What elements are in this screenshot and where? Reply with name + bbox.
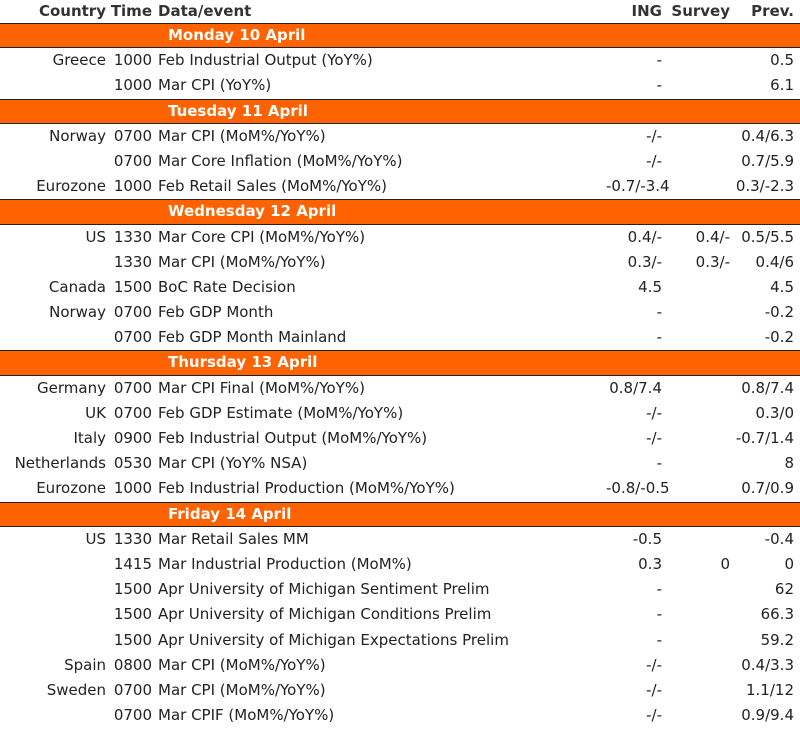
table-row <box>0 325 800 350</box>
cell-time: 1330 <box>113 227 152 246</box>
cell-time: 1330 <box>113 529 152 548</box>
cell-prev: 0.7/5.9 <box>741 151 794 170</box>
table-row <box>0 653 800 678</box>
cell-time: 0800 <box>113 655 152 674</box>
cell-country <box>0 577 110 602</box>
cell-prev: 0.5 <box>770 51 794 70</box>
cell-prev: 0.4/6.3 <box>741 126 794 145</box>
cell-event: Apr University of Michigan Sentiment Prelim <box>158 580 490 599</box>
cell-survey: 0.3/- <box>695 252 730 271</box>
cell-prev: -0.7/1.4 <box>735 429 794 447</box>
header-country: Country <box>38 2 106 20</box>
cell-ing: 0.4/- <box>627 227 662 246</box>
table-row <box>0 48 800 73</box>
cell-event: Feb Industrial Production (MoM%/YoY%) <box>158 479 455 498</box>
cell-country <box>0 149 110 174</box>
cell-event: Apr University of Michigan Expectations Prelim <box>158 630 509 649</box>
cell-prev: 0.4/6 <box>755 252 794 271</box>
day-label: Wednesday 12 April <box>168 202 337 221</box>
cell-country: Norway <box>49 126 106 145</box>
cell-time: 1500 <box>113 277 152 296</box>
cell-survey <box>662 628 730 653</box>
cell-event: Mar CPI (MoM%/YoY%) <box>158 680 326 699</box>
cell-country <box>0 552 110 577</box>
table-row <box>0 476 800 501</box>
cell-event: BoC Rate Decision <box>158 277 296 296</box>
day-label: Friday 14 April <box>168 504 292 523</box>
cell-survey: 0.4/- <box>695 227 730 246</box>
cell-survey <box>662 602 730 627</box>
day-label: Monday 10 April <box>168 26 306 44</box>
cell-ing: -/- <box>646 706 662 725</box>
cell-event: Mar CPIF (MoM%/YoY%) <box>158 706 335 725</box>
day-header-row <box>0 199 800 224</box>
cell-ing: - <box>656 580 662 599</box>
cell-prev: 6.1 <box>770 76 794 95</box>
cell-event: Feb Industrial Output (YoY%) <box>158 51 373 70</box>
header-event: Data/event <box>158 2 252 20</box>
cell-prev: -0.2 <box>764 303 794 322</box>
cell-survey <box>662 48 730 73</box>
cell-event: Feb GDP Estimate (MoM%/YoY%) <box>158 403 404 422</box>
day-header-row <box>0 350 800 375</box>
cell-survey <box>662 149 730 174</box>
cell-time: 1000 <box>113 479 152 498</box>
table-row <box>0 376 800 401</box>
cell-time: 0700 <box>113 328 152 347</box>
cell-event: Mar CPI (MoM%/YoY%) <box>158 126 326 145</box>
cell-survey <box>662 73 730 98</box>
header-survey: Survey <box>671 2 730 20</box>
cell-prev: 0.8/7.4 <box>741 378 794 397</box>
cell-survey <box>662 451 730 476</box>
cell-survey <box>662 426 730 451</box>
cell-prev: -0.4 <box>764 529 794 548</box>
cell-ing: 0.8/7.4 <box>609 378 662 397</box>
cell-ing: - <box>656 51 662 70</box>
cell-survey <box>662 678 730 703</box>
table-row <box>0 703 800 728</box>
cell-event: Mar Retail Sales MM <box>158 529 309 548</box>
cell-time: 0700 <box>113 706 152 725</box>
cell-ing: - <box>656 303 662 322</box>
cell-ing: -/- <box>646 429 662 447</box>
table-header <box>0 0 800 23</box>
cell-country: UK <box>85 403 106 422</box>
cell-country: Canada <box>48 277 106 296</box>
table-body <box>0 23 800 728</box>
cell-ing: - <box>656 630 662 649</box>
cell-prev: 8 <box>784 454 794 473</box>
cell-prev: 0.4/3.3 <box>741 655 794 674</box>
table-row <box>0 300 800 325</box>
cell-event: Mar CPI (YoY% NSA) <box>158 454 308 473</box>
table-row <box>0 577 800 602</box>
cell-time: 1500 <box>113 630 152 649</box>
cell-country <box>0 325 110 350</box>
cell-prev: 0.7/0.9 <box>741 479 794 498</box>
cell-prev: 59.2 <box>760 630 794 649</box>
table-row <box>0 225 800 250</box>
day-header-row <box>0 23 800 48</box>
cell-survey <box>662 300 730 325</box>
cell-prev: 0 <box>784 554 794 573</box>
cell-ing: -/- <box>646 126 662 145</box>
cell-survey <box>662 376 730 401</box>
cell-prev: -0.2 <box>764 328 794 347</box>
cell-ing: 4.5 <box>638 277 662 296</box>
cell-survey <box>662 124 730 149</box>
cell-event: Mar CPI (MoM%/YoY%) <box>158 252 326 271</box>
cell-time: 1415 <box>113 554 152 573</box>
cell-ing: -/- <box>646 680 662 699</box>
day-header-row <box>0 502 800 527</box>
cell-survey <box>662 527 730 552</box>
cell-survey <box>662 401 730 426</box>
cell-country <box>0 703 110 728</box>
cell-prev: 62 <box>774 580 794 599</box>
cell-event: Mar Core Inflation (MoM%/YoY%) <box>158 151 403 170</box>
cell-ing: -0.8/-0.5 <box>606 479 670 498</box>
cell-country: US <box>85 227 106 246</box>
cell-ing: -/- <box>646 655 662 674</box>
cell-country: Norway <box>49 303 106 322</box>
cell-country <box>0 602 110 627</box>
cell-time: 0700 <box>113 303 152 322</box>
cell-ing: - <box>656 454 662 473</box>
cell-ing: -0.5 <box>632 529 662 548</box>
cell-prev: 1.1/12 <box>746 680 794 699</box>
cell-ing: -/- <box>646 403 662 422</box>
cell-country <box>0 250 110 275</box>
table-row <box>0 451 800 476</box>
header-prev: Prev. <box>751 2 794 20</box>
cell-event: Feb Retail Sales (MoM%/YoY%) <box>158 177 388 196</box>
cell-prev: 0.9/9.4 <box>741 706 794 725</box>
cell-event: Mar Core CPI (MoM%/YoY%) <box>158 227 366 246</box>
cell-country <box>0 628 110 653</box>
cell-event: Mar CPI (YoY%) <box>158 76 272 95</box>
table-row <box>0 73 800 98</box>
header-time: Time <box>110 2 152 20</box>
cell-event: Feb GDP Month Mainland <box>158 328 347 347</box>
cell-time: 0700 <box>113 151 152 170</box>
table-row <box>0 174 800 199</box>
table-row <box>0 401 800 426</box>
table-row <box>0 527 800 552</box>
cell-time: 1000 <box>113 76 152 95</box>
cell-time: 0700 <box>113 378 152 397</box>
cell-prev: 66.3 <box>760 605 794 624</box>
day-label: Tuesday 11 April <box>168 101 308 120</box>
cell-time: 0530 <box>113 454 152 473</box>
day-header-row <box>0 99 800 124</box>
cell-event: Mar CPI (MoM%/YoY%) <box>158 655 326 674</box>
cell-time: 1330 <box>113 252 152 271</box>
table-row <box>0 678 800 703</box>
cell-survey: 0 <box>720 554 730 573</box>
table-row <box>0 552 800 577</box>
cell-country: Germany <box>37 378 106 397</box>
cell-survey <box>662 653 730 678</box>
table-row <box>0 124 800 149</box>
header-ing: ING <box>631 2 662 20</box>
cell-time: 0700 <box>113 680 152 699</box>
table-row <box>0 250 800 275</box>
cell-country: Eurozone <box>36 479 106 498</box>
cell-ing: -0.7/-3.4 <box>606 177 670 196</box>
cell-prev: 0.5/5.5 <box>741 227 794 246</box>
cell-country: Eurozone <box>36 177 106 196</box>
cell-survey <box>662 476 730 501</box>
cell-time: 1000 <box>113 177 152 196</box>
table-row <box>0 275 800 300</box>
cell-prev: 4.5 <box>770 277 794 296</box>
cell-survey <box>662 325 730 350</box>
cell-time: 0700 <box>113 403 152 422</box>
cell-event: Mar Industrial Production (MoM%) <box>158 554 412 573</box>
table-row <box>0 426 800 451</box>
cell-prev: 0.3/0 <box>755 403 794 422</box>
cell-event: Feb GDP Month <box>158 303 274 322</box>
cell-country: Netherlands <box>14 454 106 473</box>
cell-survey <box>662 577 730 602</box>
cell-survey <box>662 275 730 300</box>
cell-country: Sweden <box>46 680 106 699</box>
cell-time: 0700 <box>113 126 152 145</box>
cell-event: Mar CPI Final (MoM%/YoY%) <box>158 378 365 397</box>
cell-ing: - <box>656 76 662 95</box>
cell-ing: 0.3/- <box>627 252 662 271</box>
cell-ing: -/- <box>646 151 662 170</box>
cell-event: Apr University of Michigan Conditions Prelim <box>158 605 492 624</box>
table-row <box>0 628 800 653</box>
cell-country: Spain <box>64 655 106 674</box>
cell-time: 1500 <box>113 605 152 624</box>
cell-prev: 0.3/-2.3 <box>735 177 794 196</box>
day-label: Thursday 13 April <box>168 353 318 372</box>
cell-country: Greece <box>52 51 106 70</box>
cell-ing: 0.3 <box>638 554 662 573</box>
cell-country <box>0 73 110 98</box>
cell-time: 1000 <box>113 51 152 70</box>
cell-time: 1500 <box>113 580 152 599</box>
cell-time: 0900 <box>113 429 152 447</box>
cell-survey <box>662 703 730 728</box>
table-row <box>0 149 800 174</box>
cell-ing: - <box>656 605 662 624</box>
cell-event: Feb Industrial Output (MoM%/YoY%) <box>158 429 428 447</box>
cell-country: US <box>85 529 106 548</box>
cell-ing: - <box>656 328 662 347</box>
table-row <box>0 602 800 627</box>
cell-country: Italy <box>73 429 106 447</box>
cell-survey <box>662 174 730 199</box>
